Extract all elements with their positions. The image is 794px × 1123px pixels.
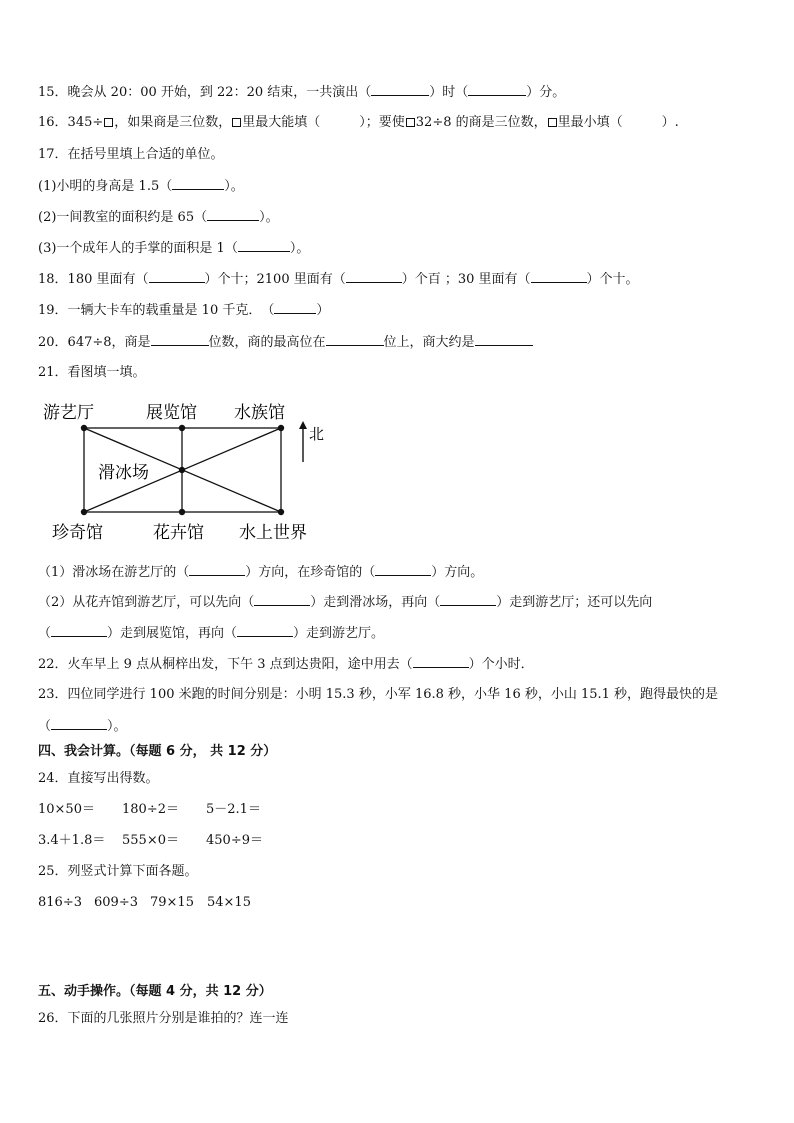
question-24-row-2: 3.4＋1.8＝ 555×0＝ 450÷9＝ — [38, 833, 263, 848]
answer-blank[interactable] — [468, 83, 526, 96]
question-24-title: 24．直接写出得数。 — [38, 771, 159, 786]
map-label-skating-rink: 滑冰场 — [98, 463, 149, 483]
answer-blank[interactable] — [51, 624, 107, 637]
question-17-1: (1)小明的身高是 1.5（ ）。 — [38, 179, 244, 194]
box-placeholder — [232, 118, 241, 127]
box-placeholder — [406, 118, 415, 127]
map-label-curiosity-hall: 珍奇馆 — [52, 523, 103, 543]
answer-blank[interactable] — [254, 593, 310, 606]
question-21-title: 21．看图填一填。 — [38, 365, 146, 380]
answer-blank[interactable] — [51, 717, 107, 730]
question-20: 20．647÷8，商是 位数，商的最高位在 位上，商大约是 — [38, 333, 533, 352]
question-21-2-cont: （ ）走到展览馆，再向（ ）走到游艺厅。 — [38, 626, 385, 641]
question-17-2: (2)一间教室的面积约是 65（ ）。 — [38, 210, 279, 225]
question-21-1: （1）滑冰场在游艺厅的（ ）方向，在珍奇馆的（ ）方向。 — [38, 565, 484, 580]
answer-blank[interactable] — [326, 333, 384, 346]
question-21-2: （2）从花卉馆到游艺厅，可以先向（ ）走到滑冰场，再向（ ）走到游艺厅；还可以先向 — [38, 595, 653, 610]
question-18: 18．180 里面有（ ）个十；2100 里面有（ ）个百 ；30 里面有（ ）个十。 — [38, 272, 639, 287]
section-4-heading: 四、我会计算。（每题 6 分， 共 12 分） — [38, 744, 277, 759]
answer-blank[interactable] — [151, 333, 209, 346]
question-22: 22．火车早上 9 点从桐梓出发，下午 3 点到达贵阳，途中用去（ ）个小时． — [38, 657, 534, 672]
answer-blank[interactable] — [346, 270, 402, 283]
question-23-cont: （ ）。 — [38, 719, 127, 734]
answer-blank[interactable] — [375, 563, 431, 576]
map-label-flower-hall: 花卉馆 — [153, 523, 204, 543]
answer-blank[interactable] — [274, 301, 316, 314]
north-arrow-icon — [299, 421, 307, 462]
map-label-aquarium: 水族馆 — [234, 403, 285, 423]
location-map — [38, 396, 338, 546]
map-label-water-world: 水上世界 — [239, 523, 307, 543]
answer-blank[interactable] — [238, 239, 290, 252]
map-label-exhibition-hall: 展览馆 — [146, 403, 197, 423]
question-17-title: 17．在括号里填上合适的单位。 — [38, 147, 224, 162]
map-label-game-hall: 游艺厅 — [43, 403, 94, 423]
box-placeholder — [548, 118, 557, 127]
answer-blank[interactable] — [531, 270, 587, 283]
answer-blank[interactable] — [237, 624, 293, 637]
answer-blank[interactable] — [149, 270, 205, 283]
section-5-heading: 五、动手操作。（每题 4 分，共 12 分） — [38, 984, 272, 999]
question-26: 26．下面的几张照片分别是谁拍的？连一连 — [38, 1011, 289, 1026]
answer-blank[interactable] — [413, 655, 469, 668]
question-24-row-1: 10×50＝ 180÷2＝ 5－2.1＝ — [38, 802, 261, 817]
question-25-items: 816÷3 609÷3 79×15 54×15 — [38, 895, 251, 910]
answer-blank[interactable] — [172, 177, 224, 190]
question-16: 16．345÷ ，如果商是三位数， 里最大能填（ ）；要使 32÷8 的商是三位数， 里最小填（ ）. — [38, 115, 679, 130]
north-label: 北 — [309, 425, 325, 443]
question-17-3: (3)一个成年人的手掌的面积是 1（ ）。 — [38, 241, 310, 256]
answer-blank[interactable] — [371, 83, 429, 96]
box-placeholder — [104, 118, 113, 127]
question-19: 19．一辆大卡车的载重量是 10 千克． （ ） — [38, 303, 330, 318]
question-25-title: 25．列竖式计算下面各题。 — [38, 864, 198, 879]
answer-blank[interactable] — [189, 563, 245, 576]
question-15: 15．晚会从 20：00 开始，到 22：20 结束，一共演出（ ）时（ ）分。 — [38, 85, 566, 100]
answer-blank[interactable] — [440, 593, 496, 606]
answer-blank[interactable] — [475, 333, 533, 346]
answer-blank[interactable] — [207, 208, 259, 221]
question-23: 23．四位同学进行 100 米跑的时间分别是：小明 15.3 秒，小军 16.8 秒，小华 16 秒，小山 15.1 秒，跑得最快的是 — [38, 687, 719, 702]
